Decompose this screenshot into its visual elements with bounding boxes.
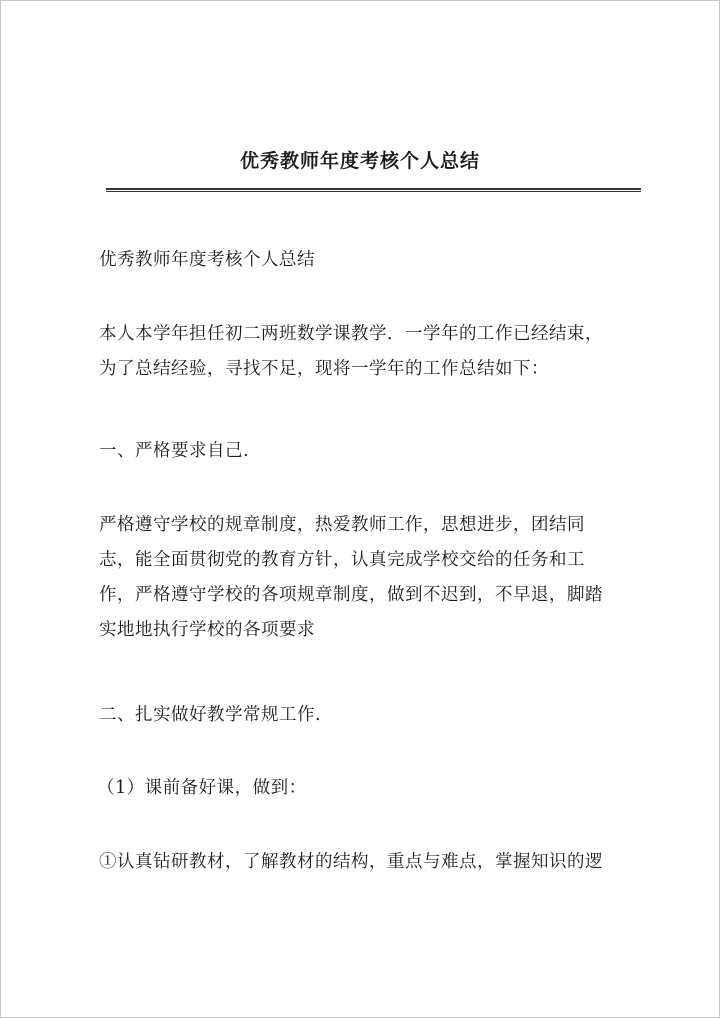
intro-line: 为了总结经验，寻找不足，现将一学年的工作总结如下： bbox=[99, 359, 549, 379]
document-heading: 优秀教师年度考核个人总结 bbox=[99, 250, 315, 270]
section-1-line: 志，能全面贯彻党的教育方针，认真完成学校交给的任务和工 bbox=[99, 550, 585, 570]
title-divider bbox=[106, 188, 641, 192]
section-1-line: 严格遵守学校的规章制度，热爱教师工作，思想进步，团结同 bbox=[99, 515, 585, 535]
intro-line: 本人本学年担任初二两班数学课教学．一学年的工作已经结束， bbox=[99, 324, 603, 344]
section-1-paragraph bbox=[99, 508, 644, 648]
intro-paragraph bbox=[99, 317, 644, 387]
section-1-title: 一、严格要求自己. bbox=[99, 441, 250, 461]
section-1-line: 作，严格遵守学校的各项规章制度，做到不迟到，不早退，脚踏 bbox=[99, 585, 603, 605]
section-2-title: 二、扎实做好教学常规工作. bbox=[99, 705, 322, 725]
document-title: 优秀教师年度考核个人总结 bbox=[239, 150, 480, 172]
section-1-line: 实地地执行学校的各项要求 bbox=[99, 620, 315, 640]
subsection-1-title: （1）课前备好课，做到： bbox=[97, 778, 307, 798]
item-1-line: ①认真钻研教材，了解教材的结构，重点与难点，掌握知识的逻 bbox=[99, 852, 603, 872]
